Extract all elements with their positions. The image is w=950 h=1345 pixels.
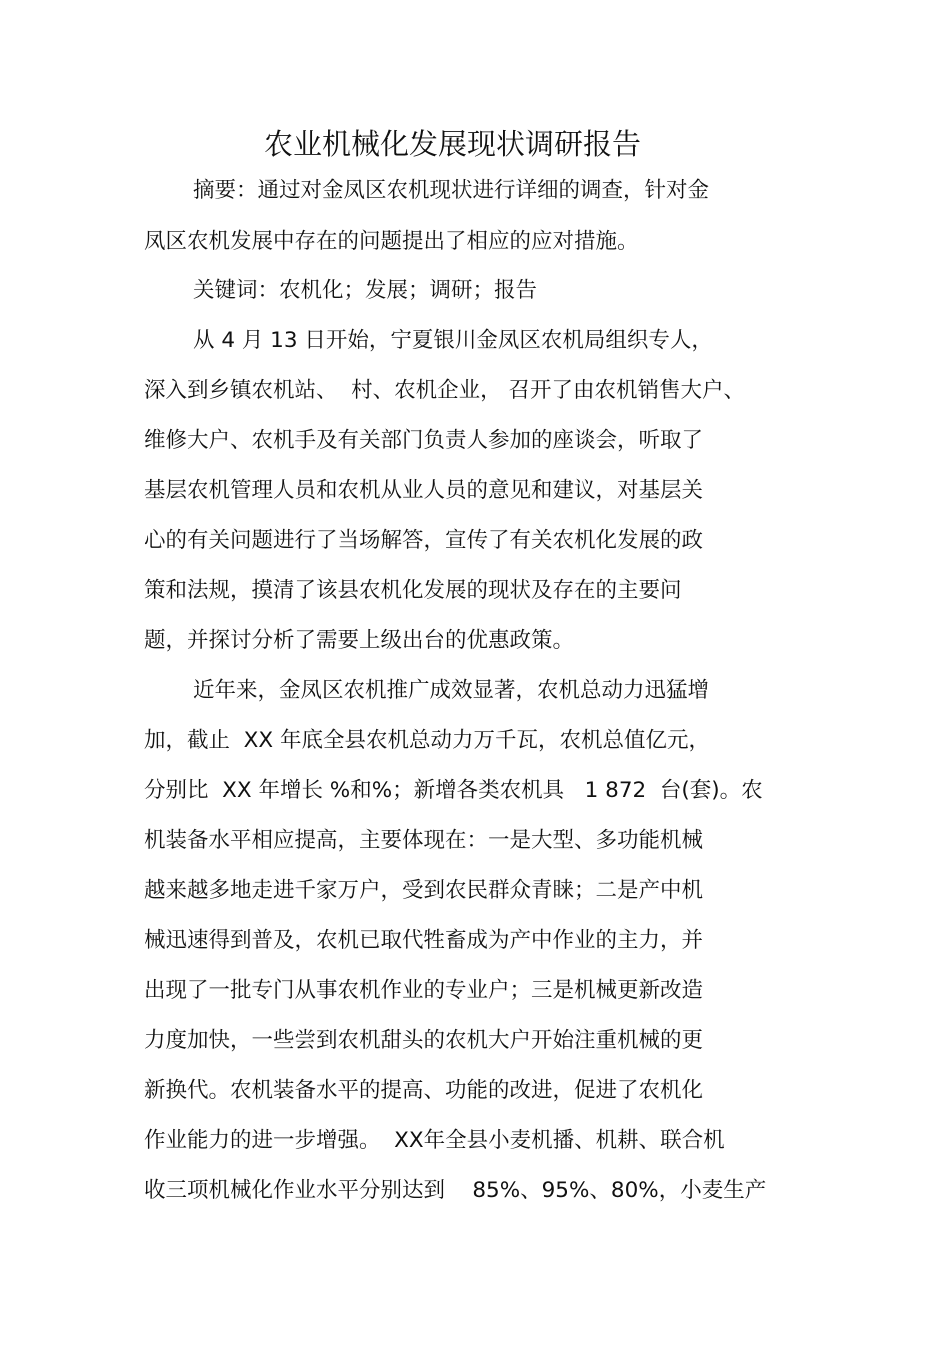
paragraph-line: 新换代。农机装备水平的提高、功能的改进，促进了农机化 — [144, 1078, 704, 1103]
paragraph-line: 加，截止 XX 年底全县农机总动力万千瓦，农机总值亿元， — [144, 728, 710, 753]
abstract-line-2: 凤区农机发展中存在的问题提出了相应的应对措施。 — [144, 229, 639, 254]
abstract-line-1: 摘要：通过对金凤区农机现状进行详细的调查，针对金 — [193, 178, 710, 203]
paragraph-line: 深入到乡镇农机站、 村、农机企业， 召开了由农机销售大户、 — [144, 378, 746, 403]
paragraph-line: 近年来，金凤区农机推广成效显著，农机总动力迅猛增 — [193, 678, 710, 703]
paragraph-line: 心的有关问题进行了当场解答，宣传了有关农机化发展的政 — [144, 528, 704, 553]
paragraph-line: 出现了一批专门从事农机作业的专业户；三是机械更新改造 — [144, 978, 704, 1003]
document-title: 农业机械化发展现状调研报告 — [263, 127, 641, 161]
paragraph-line: 力度加快，一些尝到农机甜头的农机大户开始注重机械的更 — [144, 1028, 704, 1053]
paragraph-line: 基层农机管理人员和农机从业人员的意见和建议，对基层关 — [144, 478, 704, 503]
paragraph-line: 从 4 月 13 日开始，宁夏银川金凤区农机局组织专人， — [193, 328, 713, 353]
paragraph-line: 维修大户、农机手及有关部门负责人参加的座谈会，听取了 — [144, 428, 704, 453]
paragraph-line: 作业能力的进一步增强。 XX年全县小麦机播、机耕、联合机 — [144, 1128, 725, 1153]
keywords-line: 关键词：农机化；发展；调研；报告 — [193, 278, 538, 303]
paragraph-line: 策和法规，摸清了该县农机化发展的现状及存在的主要问 — [144, 578, 682, 603]
paragraph-line: 越来越多地走进千家万户，受到农民群众青睐；二是产中机 — [144, 878, 704, 903]
paragraph-line: 分别比 XX 年增长 %和%；新增各类农机具 1 872 台(套)。农 — [144, 778, 763, 803]
paragraph-line: 题，并探讨分析了需要上级出台的优惠政策。 — [144, 628, 575, 653]
paragraph-line: 机装备水平相应提高，主要体现在：一是大型、多功能机械 — [144, 828, 704, 853]
paragraph-line: 收三项机械化作业水平分别达到 85%、95%、80%，小麦生产 — [144, 1178, 767, 1203]
paragraph-line: 械迅速得到普及，农机已取代牲畜成为产中作业的主力，并 — [144, 928, 704, 953]
